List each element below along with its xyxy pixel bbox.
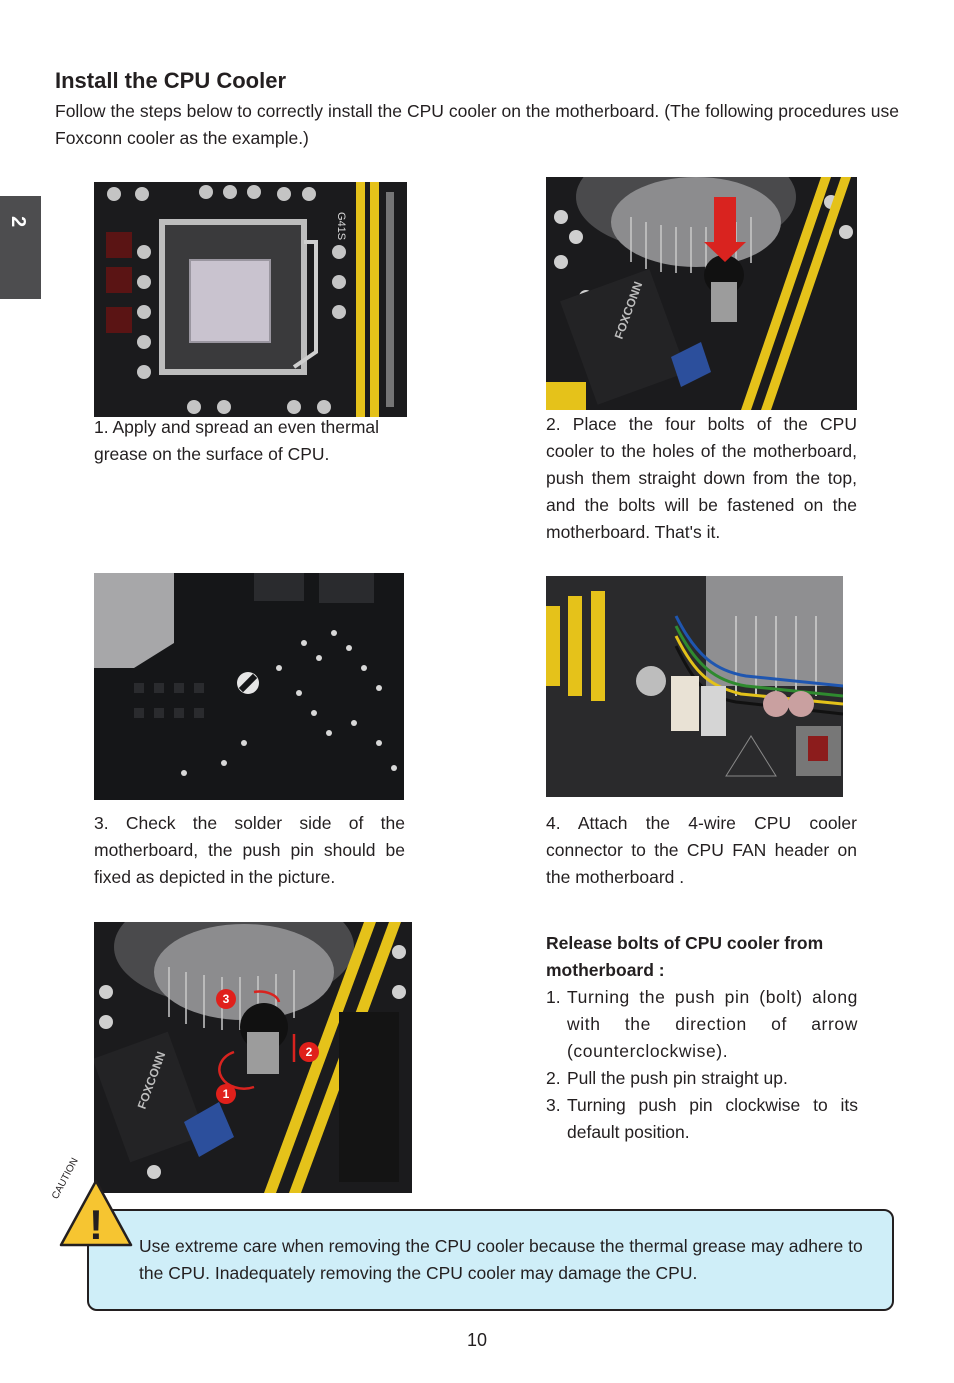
release-title: Release bolts of CPU cooler from motherboard : [546, 933, 824, 980]
heatsink-brand-label-2: FOXCONN [134, 1049, 169, 1111]
release-step-2-text: Pull the push pin straight up. [567, 1068, 788, 1088]
intro-paragraph: Follow the steps below to correctly install the CPU cooler on the motherboard. (The following procedures use Foxconn cooler as the example.) [55, 101, 899, 148]
marker-2: 2 [305, 1045, 313, 1059]
step-1-caption: 1. Apply and spread an even thermal grease on the surface of CPU. [94, 417, 380, 464]
release-step-1-text: Turning the push pin (bolt) along with the direction of arrow (counterclockwise). [567, 987, 858, 1061]
release-steps [546, 984, 858, 1146]
heatsink-brand-label: FOXCONN [611, 279, 646, 341]
page-number: 10 [466, 1330, 488, 1350]
chapter-tab [0, 196, 41, 299]
release-step-1 [546, 984, 858, 1065]
release-step-1-num: 1. [546, 987, 561, 1007]
caution-warning-icon [58, 1177, 134, 1249]
release-step-3 [546, 1092, 858, 1146]
page-title: Install the CPU Cooler [55, 68, 287, 93]
step-3-caption-text: 3. Check the solder side of the motherboard, the push pin should be fixed as depicted in the picture. [94, 813, 405, 887]
step-3-caption [94, 810, 405, 891]
marker-3: 3 [222, 992, 230, 1006]
caution-text: Use extreme care when removing the CPU cooler because the thermal grease may adhere to the CPU. Inadequately removing the CPU cooler may damage the CPU. [139, 1236, 863, 1283]
caution-label: CAUTION [50, 1156, 81, 1202]
photo-release-bolts [94, 922, 412, 1193]
release-step-3-text: Turning push pin clockwise to its default position. [567, 1095, 858, 1142]
photo-cooler-bolts [546, 177, 857, 410]
release-step-3-num: 3. [546, 1095, 561, 1115]
board-model-label: G41S [335, 212, 347, 241]
step-4-caption-text: 4. Attach the 4-wire CPU cooler connector to the CPU FAN header on the motherboard . [546, 813, 857, 887]
release-step-2 [546, 1065, 858, 1092]
release-step-2-num: 2. [546, 1068, 561, 1088]
photo-solder-side [94, 573, 404, 800]
step-2-caption: 2. Place the four bolts of the CPU cooler to the holes of the motherboard, push them straight down from the top, and the bolts will be fastened on the motherboard. That's it. [546, 414, 857, 542]
photo-cpu-socket [94, 182, 407, 417]
marker-1: 1 [222, 1087, 230, 1101]
caution-symbol: ! [89, 1201, 103, 1248]
step-4-caption [546, 810, 857, 891]
photo-fan-header [546, 576, 843, 797]
chapter-number: 2 [7, 215, 30, 228]
